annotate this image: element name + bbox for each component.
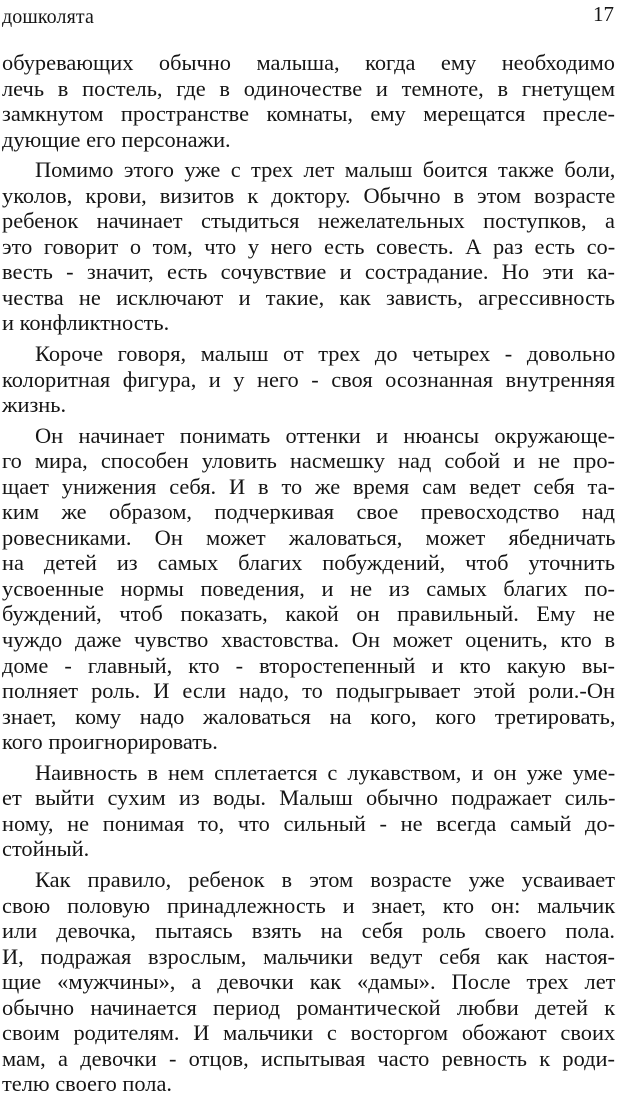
running-head: дошколята (2, 6, 94, 28)
text-line: своим родителям. И мальчики с восторгом обожают своих (2, 1020, 616, 1046)
text-line: ребенок начинает стыдиться нежелательных поступков, а (2, 208, 615, 234)
text-line: ет выйти сухим из воды. Малыш обычно подражает силь- (2, 785, 616, 811)
text-line: буждений, чтоб показать, какой он правильный. Ему не (2, 601, 615, 627)
text-line: чества не исключают и такие, как зависть, агрессивность (2, 284, 615, 310)
page-header (2, 2, 614, 32)
text-line: ким же образом, подчеркивая свое превосходство над (2, 499, 616, 525)
text-line: Как правило, ребенок в этом возрасте уже усваивает (35, 866, 615, 892)
text-line: дующие его персонажи. (2, 126, 231, 152)
text-line: телю своего пола. (2, 1071, 172, 1097)
body-text (2, 50, 615, 1097)
text-line: свою половую принадлежность и знает, кто он: мальчик (2, 892, 616, 918)
text-line: И, подражая взрослым, мальчики ведут себя как настоя- (2, 943, 615, 969)
text-line: Помимо этого уже с трех лет малыш боится также боли, (35, 157, 616, 183)
text-line: это говорит о том, что у него есть совесть. А раз есть со- (2, 233, 616, 259)
text-line: колоритная фигура, и у него - своя осознанная внутренняя (2, 366, 615, 392)
text-line: го мира, способен уловить насмешку над собой и не про- (2, 448, 615, 474)
text-line: замкнутом пространстве комнаты, ему мерещатся пресле- (2, 101, 615, 127)
text-line: кого проигнорировать. (2, 729, 218, 755)
text-line: щает унижения себя. И в то же время сам ведет себя та- (2, 473, 615, 499)
text-line: и конфликтность. (2, 310, 170, 336)
text-line: или девочка, пытаясь взять на себя роль своего пола. (2, 918, 615, 944)
text-line: ному, не понимая то, что сильный - не всегда самый до- (2, 810, 616, 836)
paragraph (2, 341, 615, 418)
paragraph (2, 423, 615, 755)
text-line: на детей из самых благих побуждений, чтоб уточнить (2, 550, 615, 576)
text-line: полняет роль. И если надо, то подыгрывает этой роли.-Он (2, 678, 615, 704)
text-line: усвоенные нормы поведения, и не из самых благих по- (2, 575, 615, 601)
text-line: чуждо даже чувство хвастовства. Он может оценить, кто в (2, 627, 616, 653)
text-line: знает, кому надо жаловаться на кого, кого третировать, (2, 703, 616, 729)
text-line: стойный. (2, 836, 90, 862)
text-line: весть - значит, есть сочувствие и сострадание. Но эти ка- (2, 259, 615, 285)
text-line: уколов, крови, визитов к доктору. Обычно в этом возрасте (2, 182, 616, 208)
text-line: щие «мужчины», а девочки как «дамы». После трех лет (2, 969, 616, 995)
paragraph (2, 760, 615, 862)
text-line: обуревающих обычно малыша, когда ему необходимо (2, 50, 615, 75)
text-line: Наивность в нем сплетается с лукавством, и он уже уме- (35, 759, 616, 785)
paragraph (2, 157, 615, 336)
text-line: ровесниками. Он может жаловаться, может ябедничать (2, 524, 616, 550)
text-line: доме - главный, кто - второстепенный и кто какую вы- (2, 652, 615, 678)
text-line: лечь в постель, где в одиночестве и темноте, в гнетущем (2, 75, 615, 101)
text-line: Он начинает понимать оттенки и нюансы окружающе- (35, 422, 615, 448)
text-line: жизнь. (2, 392, 67, 418)
text-line: Короче говоря, малыш от трех до четырех - довольно (35, 341, 616, 367)
text-line: обычно начинается период романтической любви детей к (2, 994, 616, 1020)
page-number: 17 (593, 2, 614, 26)
paragraph (2, 867, 615, 1097)
paragraph (2, 50, 615, 152)
text-line: мам, а девочки - отцов, испытывая часто ревность к роди- (2, 1045, 615, 1071)
